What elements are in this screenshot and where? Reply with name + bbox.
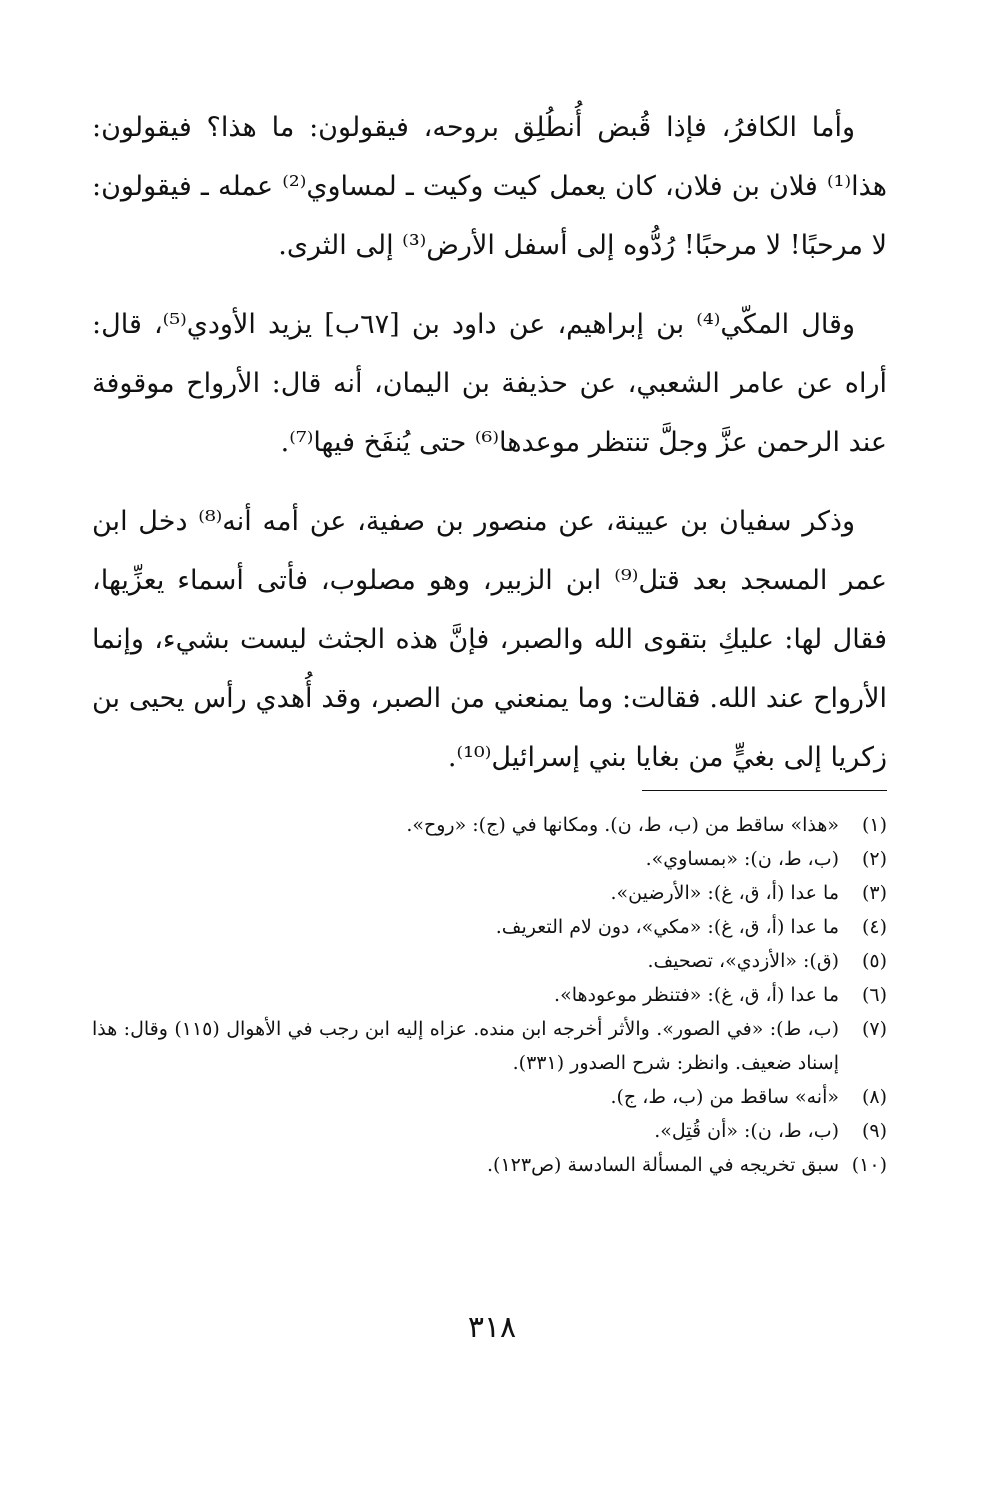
footnote (92, 1012, 887, 1080)
footnote-number: (٥) (861, 950, 887, 972)
page-number: ٣١٨ (467, 1310, 517, 1345)
main-text (92, 98, 887, 807)
footnote-number: (٩) (861, 1120, 887, 1142)
footnote-number: (٧) (861, 1018, 887, 1040)
footnote-number: (٨) (861, 1086, 887, 1108)
footnote-text: (ق): «الأزدي»، تصحيف. (647, 950, 839, 972)
footnote (92, 1114, 887, 1148)
footnote-number: (١٠) (851, 1154, 887, 1176)
footnote (92, 876, 887, 910)
paragraph-2: وقال المكّي⁽⁴⁾ بن إبراهيم، عن داود بن [٦٧ب] يزيد الأودي⁽⁵⁾، قال: أراه عن عامر الشعبي، عن حذيفة بن اليمان، أنه قال: الأرواح موقوفة عند الرحمن عزَّ وجلَّ تنتظر موعدها⁽⁶⁾ حتى يُنفَخ فيها⁽⁷⁾. (92, 309, 887, 458)
footnote-text: سبق تخريجه في المسألة السادسة (ص١٢٣). (487, 1154, 839, 1176)
footnote (92, 1080, 887, 1114)
footnote-number: (٢) (861, 848, 887, 870)
footnote-text: «أنه» ساقط من (ب، ط، ج). (610, 1086, 839, 1108)
footnote (92, 944, 887, 978)
footnote-number: (٤) (861, 916, 887, 938)
footnote-text: (ب، ط): «في الصور». والأثر أخرجه ابن منده. عزاه إليه ابن رجب في الأهوال (١١٥) وقال: هذا إسناد ضعيف. وانظر: شرح الصدور (٣٣١). (92, 1018, 839, 1074)
footnote-text: ما عدا (أ، ق، غ): «مكي»، دون لام التعريف. (495, 916, 839, 938)
footnote-text: «هذا» ساقط من (ب، ط، ن). ومكانها في (ج): «روح». (406, 814, 839, 836)
footnote-text: (ب، ط، ن): «أن قُتِل». (654, 1120, 839, 1142)
footnote (92, 978, 887, 1012)
footnote (92, 910, 887, 944)
footnote-number: (٣) (861, 882, 887, 904)
footnote (92, 842, 887, 876)
footnote-text: (ب، ط، ن): «بمساوي». (645, 848, 839, 870)
footnote (92, 808, 887, 842)
footnote-text: ما عدا (أ، ق، غ): «الأرضين». (610, 882, 839, 904)
footnotes (92, 808, 887, 1182)
footnote-divider (642, 790, 887, 791)
footnote-text: ما عدا (أ، ق، غ): «فتنظر موعودها». (554, 984, 839, 1006)
footnote (92, 1148, 887, 1182)
footnote-number: (٦) (861, 984, 887, 1006)
paragraph-3: وذكر سفيان بن عيينة، عن منصور بن صفية، عن أمه أنه⁽⁸⁾ دخل ابن عمر المسجد بعد قتل⁽⁹⁾ ابن الزبير، وهو مصلوب، فأتى أسماء يعزِّيها، فقال لها: عليكِ بتقوى الله والصبر، فإنَّ هذه الجثث ليست بشيء، وإنما الأرواح عند الله. فقالت: وما يمنعني من الصبر، وقد أُهدي رأس يحيى بن زكريا إلى بغيٍّ من بغايا بني إسرائيل⁽¹⁰⁾. (92, 506, 887, 773)
footnote-number: (١) (861, 814, 887, 836)
paragraph-1: وأما الكافرُ، فإذا قُبض أُنطُلِق بروحه، فيقولون: ما هذا؟ فيقولون: هذا⁽¹⁾ فلان بن فلان، كان يعمل كيت وكيت ـ لمساوي⁽²⁾ عمله ـ فيقولون: لا مرحبًا! لا مرحبًا! رُدُّوه إلى أسفل الأرض⁽³⁾ إلى الثرى. (92, 112, 887, 261)
